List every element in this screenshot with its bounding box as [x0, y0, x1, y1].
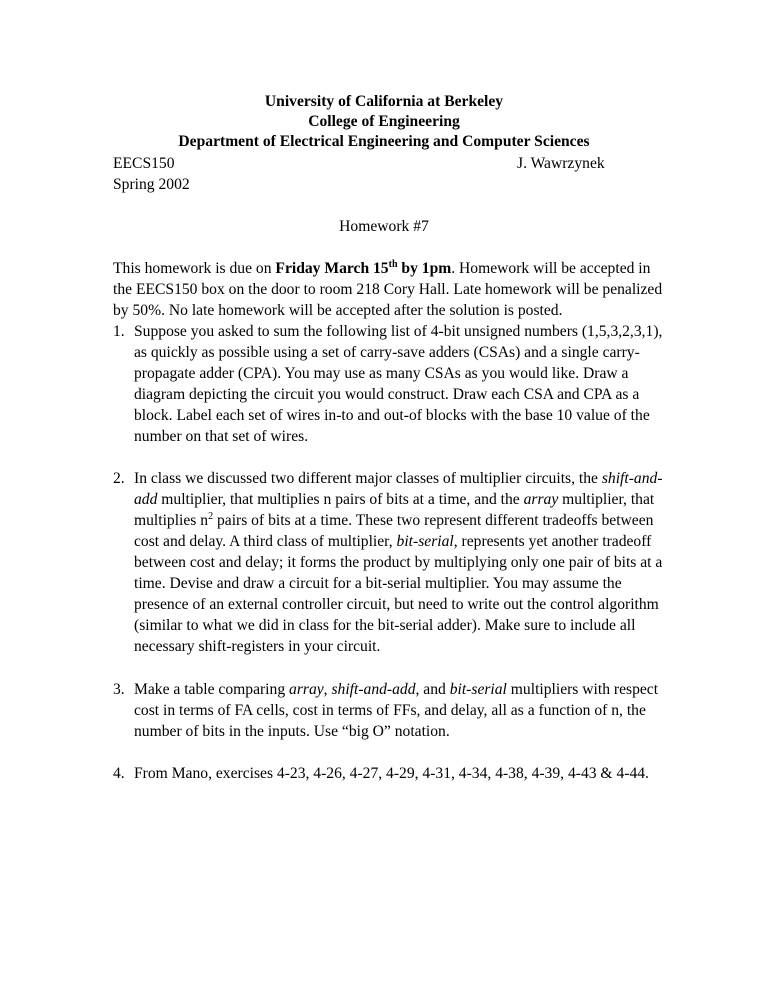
intro-lead: This homework is due on — [113, 260, 276, 277]
exponent: 2 — [208, 510, 214, 522]
problem-line: between cost and delay; it forms the product by multiplying only one pair of bits at a — [134, 554, 663, 571]
term-array: array — [289, 681, 324, 698]
intro-paragraph — [113, 258, 673, 321]
intro-line-1 — [113, 258, 673, 279]
term-add: add — [134, 491, 158, 508]
intro-line-2: the EECS150 box on the door to room 218 Cory Hall. Late homework will be penalized — [113, 281, 663, 298]
term-bit-serial: bit-serial — [449, 681, 507, 698]
problem-number: 4. — [113, 765, 125, 782]
problem-line — [134, 510, 674, 531]
problem-body — [134, 468, 674, 657]
problem-number: 2. — [113, 470, 125, 487]
problem-number: 1. — [113, 323, 125, 340]
problem-line: block. Label each set of wires in-to and out-of blocks with the base 10 value of the — [134, 407, 650, 424]
term-bit-serial: bit-serial — [396, 533, 454, 550]
problem-line: diagram depicting the circuit you would construct. Draw each CSA and CPA as a — [134, 386, 640, 403]
problem-line: Suppose you asked to sum the following list of 4-bit unsigned numbers (1,5,3,2,3,1), — [134, 323, 663, 340]
document-header — [0, 92, 768, 152]
university-name: University of California at Berkeley — [264, 93, 504, 110]
text-run: multipliers with respect — [506, 681, 659, 698]
text-run: multiplier, that multiplies n pairs of bits at a time, and the — [157, 491, 524, 508]
problem-line: From Mano, exercises 4-23, 4-26, 4-27, 4-29, 4-31, 4-34, 4-38, 4-39, 4-43 & 4-44. — [134, 765, 649, 782]
text-run: , — [323, 681, 332, 698]
term-shift-and-add: shift-and- — [601, 470, 663, 487]
term-shift-and-add: shift-and-add — [331, 681, 416, 698]
intro-line-3: by 50%. No late homework will be accepted after the solution is posted. — [113, 302, 563, 319]
problem-line — [134, 468, 674, 489]
text-run: In class we discussed two different major classes of multiplier circuits, the — [134, 470, 602, 487]
text-run: cost and delay. A third class of multiplier, — [134, 533, 397, 550]
department-name: Department of Electrical Engineering and Computer Sciences — [178, 133, 590, 150]
problem-line: necessary shift-registers in your circuit. — [134, 638, 381, 655]
problem-line: number on that set of wires. — [134, 428, 309, 445]
text-run: Make a table comparing — [134, 681, 290, 698]
course-info — [113, 153, 190, 195]
problem-line — [134, 489, 674, 510]
course-code: EECS150 — [113, 155, 175, 172]
problem-line: (similar to what we did in class for the bit-serial adder). Make sure to include all — [134, 617, 636, 634]
problem-line: propagate adder (CPA). You may use as many CSAs as you would like. Draw a — [134, 365, 629, 382]
problem-body — [134, 763, 674, 784]
problem-line: cost in terms of FA cells, cost in terms of FFs, and delay, all as a function of n, the — [134, 702, 646, 719]
problem-body — [134, 679, 674, 742]
problem-body — [134, 321, 674, 447]
homework-title: Homework #7 — [339, 218, 429, 235]
due-day-suffix: th — [388, 258, 398, 270]
problem-line: as quickly as possible using a set of carry-save adders (CSAs) and a single carry- — [134, 344, 640, 361]
college-name: College of Engineering — [308, 113, 460, 130]
text-run: , represents yet another tradeoff — [453, 533, 652, 550]
due-time: by 1pm — [397, 260, 452, 277]
due-date — [275, 260, 451, 277]
problem-line: number of bits in the inputs. Use “big O” notation. — [134, 723, 450, 740]
problem-line — [134, 531, 674, 552]
text-run: pairs of bits at a time. These two represent different tradeoffs between — [213, 512, 654, 529]
term-array: array — [523, 491, 559, 508]
problem-line — [134, 679, 674, 700]
problem-line: time. Devise and draw a circuit for a bit-serial multiplier. You may assume the — [134, 575, 622, 592]
text-run: multiplies n — [134, 512, 209, 529]
problem-number: 3. — [113, 681, 125, 698]
instructor-name: J. Wawrzynek — [517, 155, 605, 172]
intro-rest: . Homework will be accepted in — [451, 260, 651, 277]
course-term: Spring 2002 — [113, 176, 190, 193]
due-day: Friday March 15 — [275, 260, 389, 277]
text-run: multiplier, that — [558, 491, 655, 508]
problem-line: presence of an external controller circuit, but need to write out the control algorithm — [134, 596, 659, 613]
text-run: , and — [415, 681, 450, 698]
